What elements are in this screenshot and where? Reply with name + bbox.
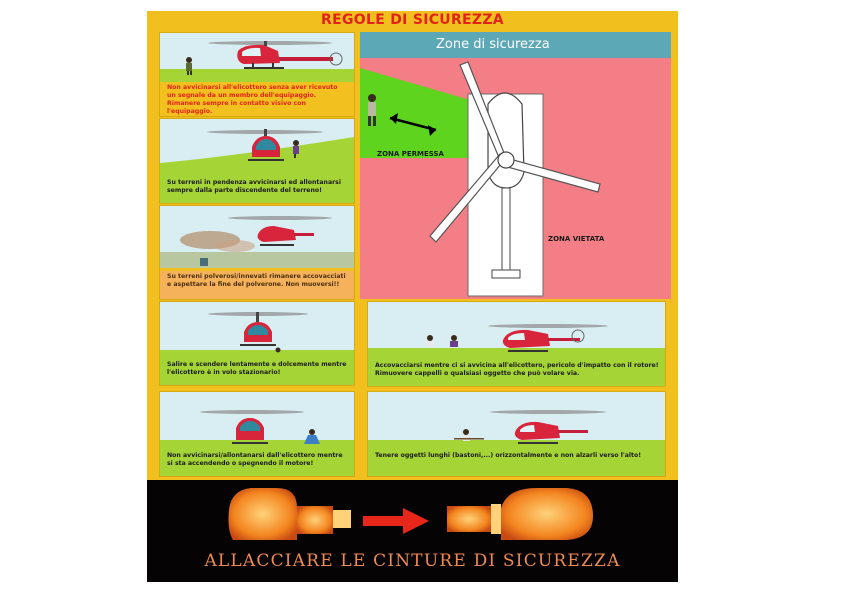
rule-caption: Non avvicinarsi/allontanarsi dall'elicottero mentre si sta accendendo o spegnendo il motore! bbox=[160, 450, 354, 476]
safety-poster bbox=[147, 11, 678, 582]
rule-panel-objects bbox=[367, 391, 666, 477]
zones-header: Zone di sicurezza bbox=[360, 32, 671, 58]
rule-caption: Su terreni polverosi/innevati rimanere accovacciati e aspettare la fine del polverone. Non muoversi!! bbox=[160, 271, 354, 299]
rule-caption: Salire e scendere lentamente e dolcemente mentre l'elicottero è in volo stazionario! bbox=[160, 359, 354, 385]
rule-caption: Tenere oggetti lunghi (bastoni,...) orizzontalmente e non alzarli verso l'alto! bbox=[368, 450, 665, 476]
rule-panel-slope bbox=[159, 118, 355, 204]
zone-forbidden-label: ZONA VIETATA bbox=[548, 235, 605, 243]
seatbelt-banner bbox=[147, 480, 678, 582]
rule-panel-crouch bbox=[367, 301, 666, 387]
rule-panel-dust bbox=[159, 205, 355, 300]
rule-caption: Su terreni in pendenza avvicinarsi ed allontanarsi sempre dalla parte discendente del terreno! bbox=[160, 177, 354, 203]
rule-panel-hover bbox=[159, 301, 355, 386]
rule-caption: Non avvicinarsi all'elicottero senza aver ricevuto un segnale da un membro dell'equipaggio. Rimanere sempre in contatto visivo con l'equipaggio. bbox=[160, 82, 354, 116]
seatbelt-instruction: ALLACCIARE LE CINTURE DI SICUREZZA bbox=[204, 551, 621, 571]
rule-panel-contact bbox=[159, 32, 355, 117]
zone-allowed-label: ZONA PERMESSA bbox=[377, 150, 444, 158]
rule-panel-engine bbox=[159, 391, 355, 477]
zones-illustration bbox=[360, 32, 671, 299]
rule-caption: Accovacciarsi mentre ci si avvicina all'elicottero, pericolo d'impatto con il rotore! Rimuovere cappelli o qualsiasi oggetto che può volare via. bbox=[368, 360, 665, 386]
poster-title: REGOLE DI SICUREZZA bbox=[321, 12, 504, 28]
seatbelt-buckle-icon bbox=[147, 480, 678, 550]
safety-zones-diagram bbox=[360, 32, 671, 299]
